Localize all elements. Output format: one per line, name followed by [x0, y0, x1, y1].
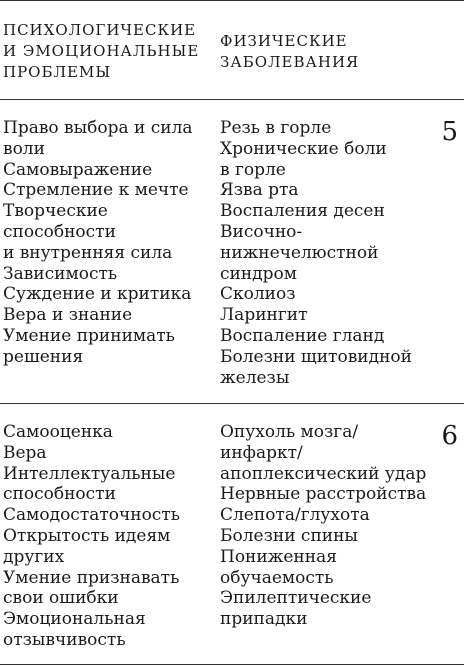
list-item: Умение принимать	[3, 325, 175, 346]
row-5-physical-list	[220, 118, 412, 388]
bottom-rule	[0, 664, 464, 665]
header-psychological: ПСИХОЛОГИЧЕСКИЕ И ЭМОЦИОНАЛЬНЫЕ ПРОБЛЕМЫ	[3, 21, 200, 81]
list-item: апоплексический удар	[220, 463, 427, 484]
list-item: Самооценка	[3, 422, 113, 442]
list-item: Эмоциональная	[3, 609, 146, 630]
list-item: Умение признавать	[3, 567, 180, 588]
row-6-physical-list	[220, 422, 426, 630]
header-rule	[0, 99, 464, 100]
list-item: способности	[3, 221, 116, 242]
list-item: Слепота/глухота	[220, 505, 370, 526]
list-item: Воспаление гланд	[220, 325, 385, 346]
list-item: и внутренняя сила	[3, 242, 173, 263]
list-item: Резь в горле	[220, 118, 332, 138]
list-item: в горле	[220, 159, 286, 180]
list-item: Вера и знание	[3, 305, 133, 326]
list-item: Опухоль мозга/	[220, 422, 359, 442]
list-item: синдром	[220, 263, 297, 284]
list-item: нижнечелюстной	[220, 242, 379, 263]
list-item: Самовыражение	[3, 159, 153, 180]
list-item: обучаемость	[220, 567, 334, 588]
list-item: Ларингит	[220, 305, 308, 326]
list-item: Хронические боли	[220, 138, 387, 159]
list-item: Болезни щитовидной	[220, 346, 412, 367]
list-item: железы	[220, 367, 290, 388]
list-item: Эпилептические	[220, 588, 372, 609]
list-item: Сколиоз	[220, 284, 296, 305]
list-item: Открытость идеям	[3, 525, 171, 546]
list-item: способности	[3, 484, 116, 505]
list-item: Язва рта	[220, 180, 299, 201]
list-item: Интеллектуальные	[3, 463, 176, 484]
list-item: Вера	[3, 442, 47, 463]
top-rule	[0, 0, 464, 1]
row-6-number: 6	[441, 421, 458, 451]
row-5-psychological-list	[3, 118, 193, 368]
list-item: других	[3, 546, 65, 567]
list-item: Суждение и критика	[3, 284, 192, 305]
list-item: Творческие	[3, 201, 108, 222]
list-item: Самодостаточность	[3, 505, 180, 526]
list-item: Воспаления десен	[220, 201, 385, 222]
list-item: свои ошибки	[3, 588, 119, 609]
list-item: воли	[3, 138, 45, 159]
list-item: Височно-	[220, 221, 303, 242]
row-6-psychological-list	[3, 422, 180, 651]
list-item: инфаркт/	[220, 442, 303, 463]
list-item: Пониженная	[220, 546, 337, 567]
list-item: Нервные расстройства	[220, 484, 427, 505]
list-item: Зависимость	[3, 263, 118, 284]
list-item: Право выбора и сила	[3, 118, 193, 138]
list-item: припадки	[220, 609, 308, 630]
list-item: Стремление к мечте	[3, 180, 189, 201]
row-5-number: 5	[441, 117, 458, 147]
header-physical: ФИЗИЧЕСКИЕ ЗАБОЛЕВАНИЯ	[220, 32, 360, 71]
list-item: отзывчивость	[3, 629, 126, 650]
list-item: Болезни спины	[220, 525, 358, 546]
list-item: решения	[3, 346, 84, 367]
row-divider	[0, 403, 464, 404]
